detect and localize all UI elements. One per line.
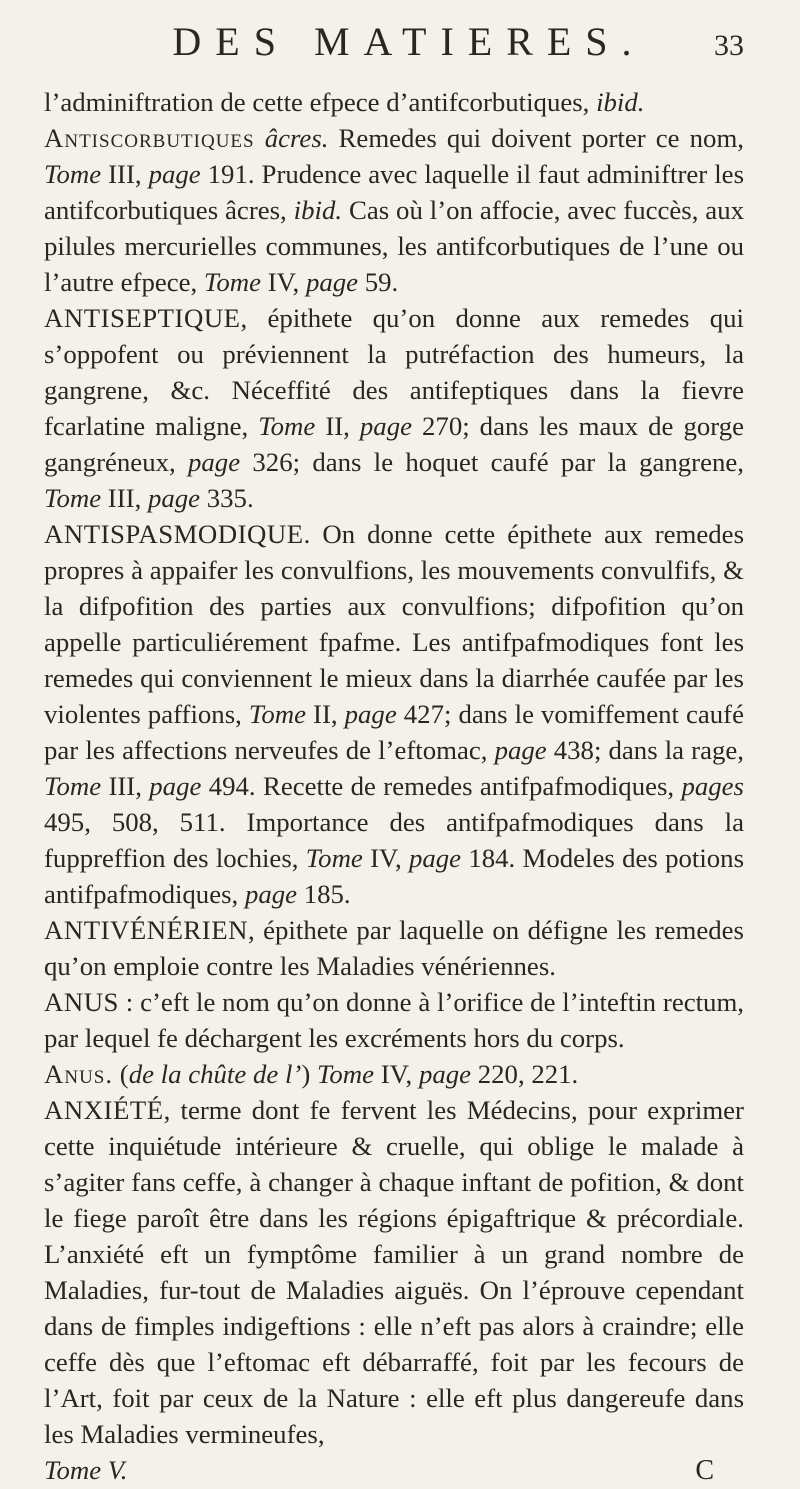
entry-headword: Anus. (44, 1059, 114, 1089)
entry-text: IV, (362, 843, 409, 873)
entry-text: Remedes qui doivent porter ce nom, (328, 123, 744, 153)
italic-text: page (149, 771, 202, 801)
entry-text: 191. Prudence avec laquelle il faut adminiftrer les antifcorbutiques âcres, (44, 159, 744, 225)
index-entry (44, 1056, 744, 1092)
entry-headword: ANTISEPTIQUE (44, 303, 241, 333)
signature-mark: C (695, 1455, 714, 1486)
index-entry (44, 912, 744, 984)
entry-text: . On donne cette épithete aux remedes propres à appaifer les convulfions, les mouvements convulfifs, & la difpofition des parties aux convulfions; difpofition qu’on appelle particuliérement fpafme. Les antifpafmodiques font les remedes qui conviennent le mieux dans la diarrhée caufée par les violentes paffions, (44, 519, 744, 729)
italic-text: de la chûte de l’ (128, 1059, 302, 1089)
entry-text: 427; dans le vomiffement caufé par les affections nerveufes de l’eftomac, (44, 699, 744, 765)
italic-text: page (244, 879, 298, 909)
entry-text: l’adminiftration de cette efpece d’antifcorbutiques, (44, 87, 597, 117)
entry-text: IV, (261, 267, 306, 297)
entry-text: II, (315, 411, 360, 441)
entry-text: 270; dans les maux de gorge gangréneux, (44, 411, 744, 477)
index-entry (44, 84, 744, 120)
italic-text: Tome (44, 159, 102, 189)
italic-text: page (148, 159, 201, 189)
italic-text: page (418, 1059, 472, 1089)
running-head (44, 18, 744, 80)
italic-text: ibid. (293, 195, 343, 225)
entry-text: III, (101, 771, 150, 801)
entry-text: 326; dans le hoquet caufé par la gangrene, (240, 447, 744, 477)
italic-text: Tome (258, 411, 316, 441)
index-entry (44, 984, 744, 1056)
entry-text: 184. Modeles des potions antifpafmodiques, (44, 843, 745, 909)
entry-text: Cas où l’on affocie, avec fuccès, aux pilules mercurielles communes, les antifcorbutiques de l’une ou l’autre efpece, (44, 195, 745, 297)
italic-text: Tome (248, 699, 306, 729)
italic-text: page (188, 447, 241, 477)
entry-text (255, 123, 265, 153)
entry-text: , épithete par laquelle on défigne les remedes qu’on emploie contre les Maladies vénériennes. (44, 915, 744, 981)
page-number: 33 (714, 29, 744, 62)
italic-text: Tome (316, 1059, 375, 1089)
italic-text: page (147, 483, 201, 513)
entry-text: 220, 221. (471, 1059, 579, 1089)
running-title: DES MATIERES. (172, 19, 646, 64)
entry-headword: ANTIVÉNÉRIEN (44, 915, 248, 945)
italic-text: Tome (44, 771, 102, 801)
index-entry (44, 516, 744, 912)
entry-headword: ANUS (44, 987, 119, 1017)
index-entries (44, 84, 744, 1452)
catchword: Tome V. (44, 1455, 128, 1485)
entry-text: 185. (297, 879, 351, 909)
italic-text: pages (681, 771, 744, 801)
italic-text: ibid. (596, 87, 645, 117)
index-entry (44, 300, 744, 516)
entry-headword: Antiscorbutiques (44, 123, 255, 153)
entry-text: : c’eft le nom qu’on donne à l’orifice de l’inteftin rectum, par lequel fe déchargent les excréments hors du corps. (44, 987, 744, 1053)
italic-text: page (408, 843, 462, 873)
page-foot (44, 1452, 744, 1489)
italic-text: âcres. (264, 123, 329, 153)
italic-text: Tome (305, 843, 363, 873)
entry-text: , épithete qu’on donne aux remedes qui s’oppofent ou préviennent la putréfaction des humeurs, la gangrene, &c. Néceffité des antifeptiques dans la fievre fcarlatine maligne, (44, 303, 744, 441)
italic-text: page (359, 411, 412, 441)
italic-text: Tome (44, 483, 102, 513)
index-entry (44, 120, 744, 300)
italic-text: Tome (203, 267, 262, 297)
entry-text: ( (113, 1059, 129, 1089)
entry-text: 494. Recette de remedes antifpafmodiques, (201, 771, 682, 801)
entry-headword: ANXIÉTÉ (44, 1095, 164, 1125)
entry-text: 438; dans la rage, (546, 735, 744, 765)
italic-text: page (305, 267, 359, 297)
index-entry (44, 1092, 744, 1452)
entry-text: ) (301, 1059, 317, 1089)
entry-text: IV, (374, 1059, 419, 1089)
entry-text: III, (101, 159, 149, 189)
entry-text: III, (101, 483, 148, 513)
entry-text: 495, 508, 511. Importance des antifpafmodiques dans la fuppreffion des lochies, (44, 807, 744, 873)
italic-text: page (344, 699, 397, 729)
entry-text: 59. (358, 267, 399, 297)
entry-text: , terme dont fe fervent les Médecins, pour exprimer cette inquiétude intérieure & cruelle, qui oblige le malade à s’agiter fans ceffe, à changer à chaque inftant de pofition, & dont le fiege paroît être dans les régions épigaftrique & précordiale. L’anxiété eft un fymptôme familier à un grand nombre de Maladies, fur-tout de Maladies aiguës. On l’éprouve cependant dans de fimples indigeftions : elle n’eft pas alors à craindre; elle ceffe dès que l’eftomac eft débarraffé, foit par les fecours de l’Art, foit par ceux de la Nature : elle eft plus dangereufe dans les Maladies vermineufes, (44, 1095, 744, 1449)
entry-text: II, (305, 699, 345, 729)
italic-text: page (494, 735, 547, 765)
entry-text: 335. (200, 483, 254, 513)
entry-headword: ANTISPASMODIQUE (44, 519, 304, 549)
